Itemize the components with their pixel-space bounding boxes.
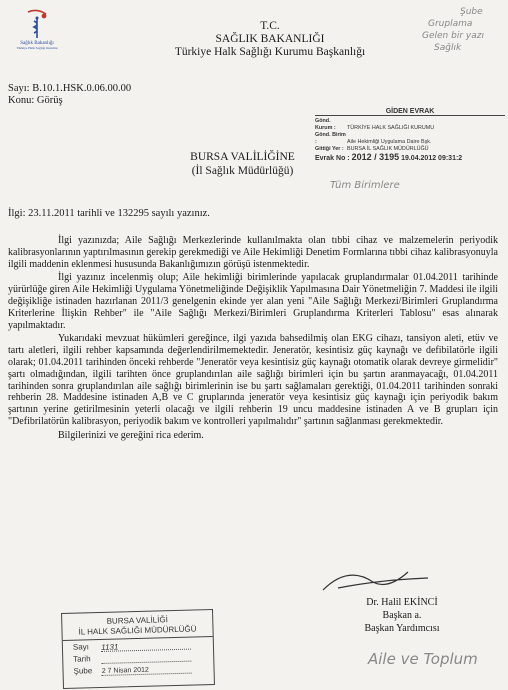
field-value: 1131 xyxy=(101,641,191,652)
recipient-name: BURSA VALİLİĞİNE xyxy=(190,151,295,163)
letter-body xyxy=(8,235,498,444)
signatory-position: Başkan Yardımcısı xyxy=(364,623,440,634)
ministry-logo xyxy=(8,8,66,50)
field-label: Sayı xyxy=(72,642,90,652)
handwritten-line: Sağlık xyxy=(434,43,462,53)
letterhead xyxy=(120,20,420,59)
field-label: Şube xyxy=(73,666,93,676)
subject-line: Konu: Görüş xyxy=(8,95,63,106)
signatory-title: Başkan a. xyxy=(382,610,422,621)
reference-number: Sayı: B.10.1.HSK.0.06.00.00 xyxy=(8,83,132,94)
handwritten-line: Gelen bir yazı xyxy=(422,31,484,41)
row-value: TÜRKİYE HALK SAĞLIĞI KURUMU xyxy=(347,125,435,131)
recipient-block xyxy=(175,150,310,178)
recipient-unit: (İl Sağlık Müdürlüğü) xyxy=(191,165,294,177)
signatory-name: Dr. Halil EKİNCİ xyxy=(366,597,438,608)
handwritten-note-top-right xyxy=(420,6,484,54)
body-paragraph: İlgi yazınızda; Aile Sağlığı Merkezlerinde kullanılmakta olan tıbbi cihaz ve malzemelerin periyodik kalibrasyonlarının yaptırılmasının gerekip gerekmediği ve Aile Hekimliği Denetim Formlarına tıbbi cihaz kalibrasyonuyla ilgili maddenin eklenmesi hususunda Bakanlığımızın görüşü istenmektedir. xyxy=(8,235,498,270)
row-label: Gönd. Birim : xyxy=(315,132,346,145)
body-paragraph: İlgi yazınız incelenmiş olup; Aile hekimliği birimlerinde yapılacak gruplandırmalar 01.04.2011 tarihinde yürürlüğe giren Aile Hekimliği Uygulama Yönetmeliğinde Değişiklik Yapılmasına Dair Yönetmeliğin 7. Maddesi ile ilgili değişikliğe istinaden hazırlanan 2011/3 genelgenin ekinde yer alan yeni "Aile Sağlığı Merkezi/Birimleri Gruplandırma Kriterlerine İlişkin Rehber" ile "Aile Sağlığı Merkezi/Birimleri Gruplandırma Kriterleri Tablosu" esas alınarak yapılmaktadır. xyxy=(8,272,498,331)
handwritten-note-bottom: Aile ve Toplum xyxy=(368,650,478,668)
body-paragraph: Yukarıdaki mevzuat hükümleri gereğince, ilgi yazıda bahsedilmiş olan EKG cihazı, tansiyon aleti, etüv ve tartı aletleri, ilgili rehber kapsamında değerlendirilmemektedir. Jeneratör, kesintisiz güç kaynağı ve defibilatörle ilgili olarak; 01.04.2011 tarihinden önceki rehberde "Jeneratör veya kesintisiz güç kaynağı otomatik olarak devreye girmelidir" şartı olmadığından, ilgili tarihten önce gruplandırılan aile sağlığı birimleri için bu şartın aranmayacağı, 01.04.2011 tarihinden sonra gruplandırılan aile sağlığı birimlerinin ise bu şartı sağlamaları gerektiği, 01.04.2011 tarihinden sonraki rehberin 28. Maddesine istinaden A,B ve C gruplarında jeneratör veya kesintisiz güç kaynağı için periyodik bakım şartının yerine getirilmesinin yeterli olacağı ve ilgili rehberin 19 uncu maddesine istinaden A ve B grupları için "Defibrilatörün kalibrasyon, periyodik bakım ve kontrolleri yapılmalıdır" şartının sağlanması gerekmektedir. xyxy=(8,333,498,427)
outgoing-stamp-evrak xyxy=(315,154,505,162)
outgoing-stamp-row xyxy=(315,118,505,132)
outgoing-stamp-title: GİDEN EVRAK xyxy=(315,108,505,116)
evrak-date: 19.04.2012 09:31:2 xyxy=(401,155,463,162)
logo-name: Sağlık Bakanlığı xyxy=(20,41,54,46)
letterhead-tc: T.C. xyxy=(260,20,280,32)
incoming-stamp-line1: BURSA VALİLİĞİ xyxy=(106,615,168,626)
incoming-stamp-sube xyxy=(63,663,213,677)
outgoing-stamp-row xyxy=(315,146,505,153)
logo-subtitle: Türkiye Halk Sağlığı Kurumu xyxy=(16,46,58,50)
evrak-number: 2012 / 3195 xyxy=(351,152,400,162)
field-value: 2 7 Nisan 2012 xyxy=(102,665,192,676)
incoming-document-stamp xyxy=(61,609,215,689)
body-paragraph: Bilgilerinizi ve gereğini rica ederim. xyxy=(58,429,204,441)
ministry-emblem-icon xyxy=(22,8,52,40)
outgoing-stamp-row xyxy=(315,132,505,146)
letterhead-ministry: SAĞLIK BAKANLIĞI xyxy=(215,33,325,45)
handwritten-line: Şube xyxy=(460,7,483,17)
row-label: Gönd. Kurum : xyxy=(315,118,336,131)
row-value: Aile Hekimliği Uygulama Daire Bşk. xyxy=(347,139,432,145)
evrak-label: Evrak No : xyxy=(315,155,350,162)
signature-scribble-icon xyxy=(318,560,438,600)
letterhead-institution: Türkiye Halk Sağlığı Kurumu Başkanlığı xyxy=(174,46,366,58)
row-value: BURSA İL SAĞLIK MÜDÜRLÜĞÜ xyxy=(347,146,429,152)
field-value-empty xyxy=(101,653,191,664)
reference-block xyxy=(8,83,131,107)
handwritten-line: Gruplama xyxy=(428,19,473,29)
handwritten-note-recipient: Tüm Birimlere xyxy=(330,180,400,191)
outgoing-document-stamp xyxy=(315,108,505,162)
row-label: Gittiği Yer : xyxy=(315,146,344,152)
incoming-stamp-line2: İL HALK SAĞLIĞI MÜDÜRLÜĞÜ xyxy=(62,624,212,641)
reference-line: İlgi: 23.11.2011 tarihli ve 132295 sayılı yazınız. xyxy=(8,208,210,219)
signature-block xyxy=(332,596,472,635)
field-label: Tarih xyxy=(73,654,91,664)
